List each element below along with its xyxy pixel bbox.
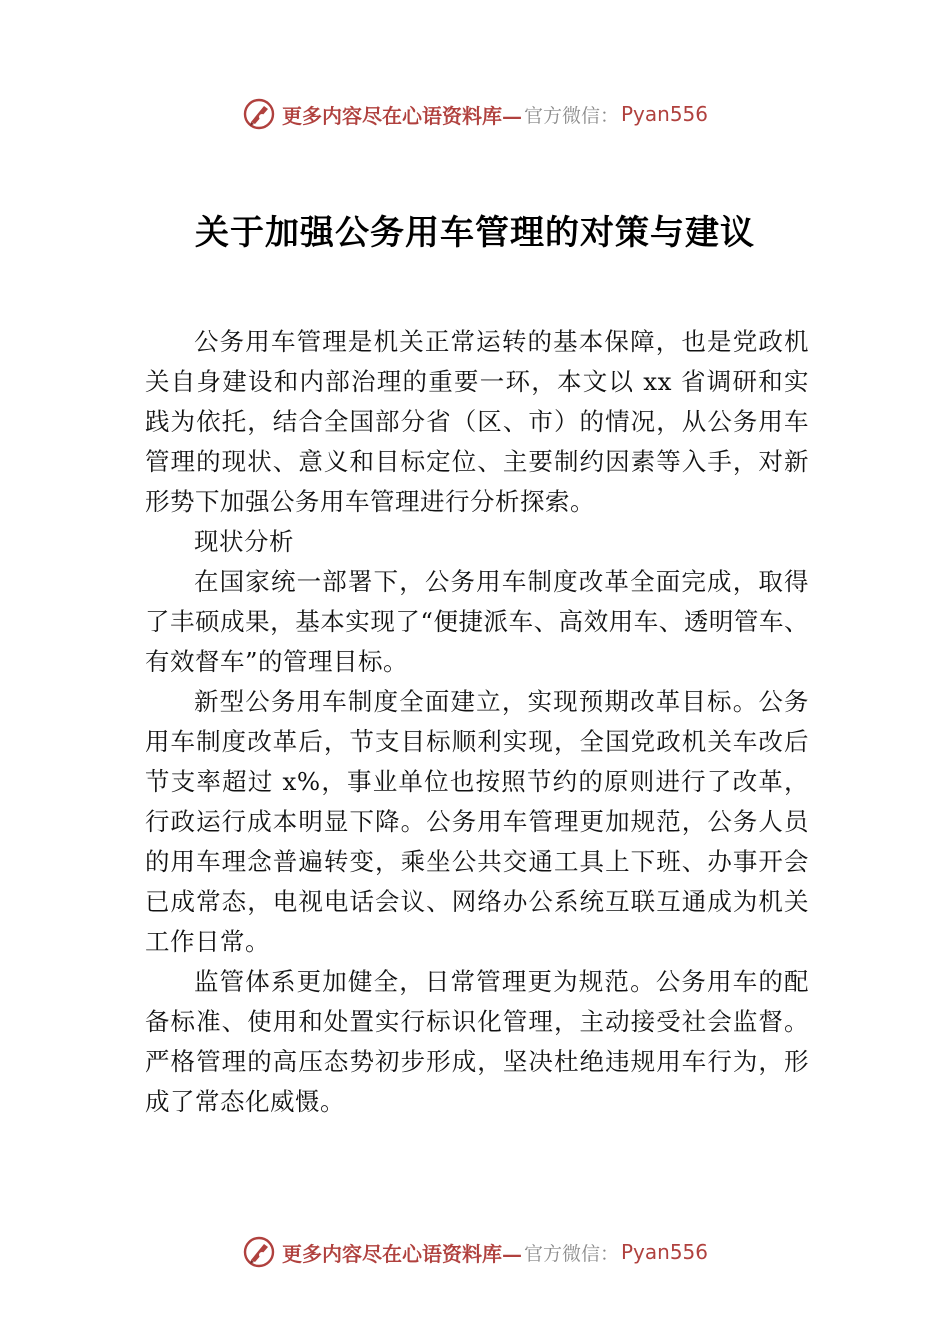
header-banner (0, 94, 950, 134)
document-title: 关于加强公务用车管理的对策与建议 (195, 213, 755, 253)
pen-logo-icon (242, 97, 276, 131)
banner-wechat-id: Pyan556 (621, 102, 709, 126)
document-body (145, 322, 809, 1122)
banner-text: 更多内容尽在心语资料库— (281, 103, 522, 128)
paragraph: 新型公务用车制度全面建立，实现预期改革目标。公务用车制度改革后，节支目标顺利实现，全国党政机关车改后节支率超过 x%，事业单位也按照节约的原则进行了改革，行政运行成本明显下降。公务用车管理更加规范，公务人员的用车理念普遍转变，乘坐公共交通工具上下班、办事开会已成常态，电视电话会议、网络办公系统互联互通成为机关工作日常。 (145, 687, 809, 956)
banner-wechat-label: 官方微信： (523, 1242, 619, 1265)
paragraph: 监管体系更加健全，日常管理更为规范。公务用车的配备标准、使用和处置实行标识化管理，主动接受社会监督。 严格管理的高压态势初步形成，坚决杜绝违规用车行为，形成了常态化威慑。 (145, 967, 809, 1116)
banner-wechat-label: 官方微信： (523, 104, 619, 127)
paragraph: 公务用车管理是机关正常运转的基本保障，也是党政机关自身建设和内部治理的重要一环，本文以 xx 省调研和实践为依托，结合全国部分省（区、市）的情况，从公务用车管理的现状、意义和目标定位、主要制约因素等入手，对新形势下加强公务用车管理进行分析探索。 (145, 327, 809, 516)
banner-wechat-id: Pyan556 (621, 1240, 709, 1264)
pen-logo-icon (242, 1235, 276, 1269)
section-heading: 现状分析 (194, 527, 294, 556)
paragraph: 在国家统一部署下，公务用车制度改革全面完成，取得了丰硕成果，基本实现了“便捷派车、高效用车、透明管车、有效督车”的管理目标。 (145, 567, 809, 676)
banner-text: 更多内容尽在心语资料库— (281, 1241, 522, 1266)
footer-banner (0, 1232, 950, 1272)
